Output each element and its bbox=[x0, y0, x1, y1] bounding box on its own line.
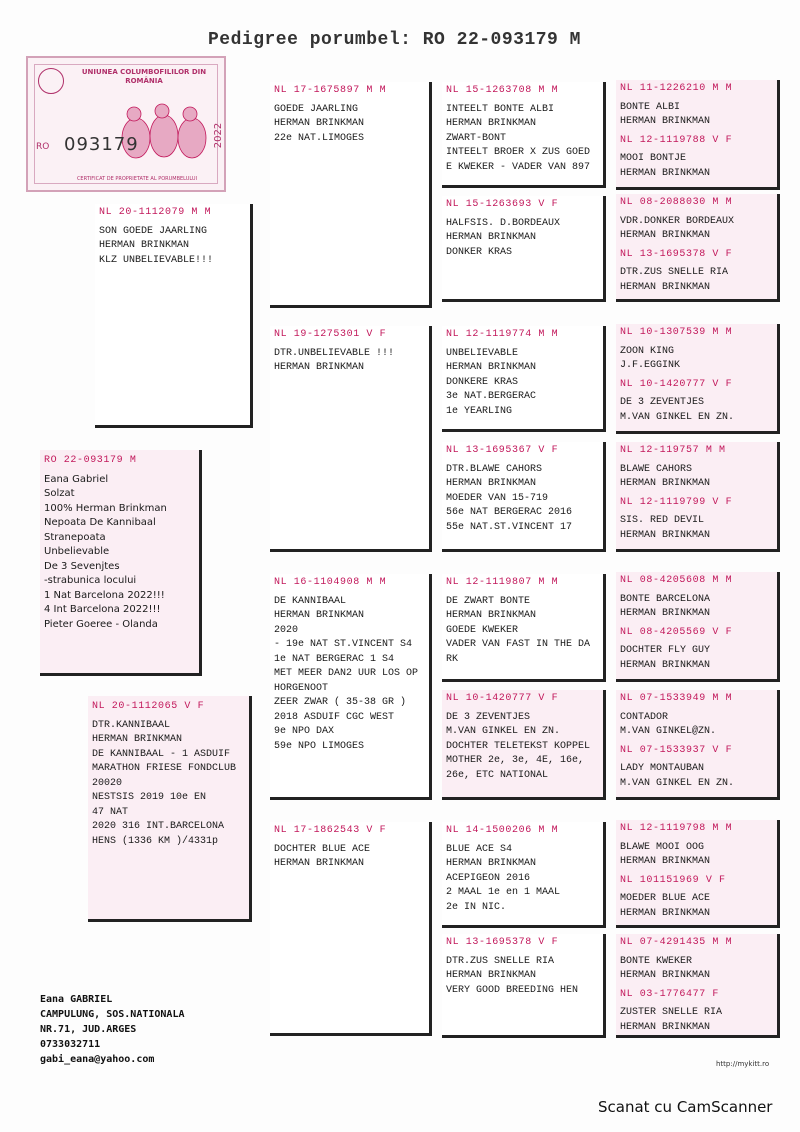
dam-sire-line: 9e NPO DAX bbox=[274, 726, 335, 737]
gen4-dam-ring: NL 08-4205569 V F bbox=[620, 626, 733, 638]
owner-line: Eana GABRIEL bbox=[40, 994, 113, 1005]
gen4-line: ZUSTER SNELLE RIA bbox=[620, 1007, 723, 1018]
dam-ring: NL 20-1112065 V F bbox=[92, 701, 205, 712]
gen4-card-7 bbox=[616, 820, 780, 928]
dam-sire-line: ZEER ZWAR ( 35-38 GR ) bbox=[274, 697, 407, 708]
gen3-line: MOTHER 2e, 3e, 4E, 16e, bbox=[446, 755, 585, 766]
gen3-line: HERMAN BRINKMAN bbox=[446, 362, 537, 373]
gen3-line: HERMAN BRINKMAN bbox=[446, 610, 537, 621]
sire-card bbox=[95, 204, 253, 428]
gen3-line: HERMAN BRINKMAN bbox=[446, 970, 537, 981]
gen4-sire-ring: NL 07-4291435 M M bbox=[620, 937, 733, 948]
gen3-line: DOCHTER TELETEKST KOPPEL bbox=[446, 740, 591, 752]
gen3-line: BLUE ACE S4 bbox=[446, 843, 513, 855]
gen4-line: HERMAN BRINKMAN bbox=[620, 608, 711, 619]
dam-sire-line: 2020 bbox=[274, 624, 299, 636]
gen4-card-8 bbox=[616, 934, 780, 1038]
dam-line: HENS (1336 KM )/4331p bbox=[92, 835, 219, 847]
gen4-dam-ring: NL 12-1119799 V F bbox=[620, 496, 733, 508]
certificate-number: 093179 bbox=[64, 134, 139, 155]
subject-line: 4 Int Barcelona 2022!!! bbox=[44, 604, 161, 615]
gen4-line: HERMAN BRINKMAN bbox=[620, 167, 711, 179]
gen3-line: VADER VAN FAST IN THE DA bbox=[446, 639, 591, 650]
gen3-line: DTR.ZUS SNELLE RIA bbox=[446, 955, 555, 967]
dam-sire-line: HORGENOOT bbox=[274, 682, 329, 694]
dam-line: 47 NAT bbox=[92, 806, 129, 818]
gen4-line: HERMAN BRINKMAN bbox=[620, 478, 711, 489]
gen3-ring: NL 12-1119774 M M bbox=[446, 329, 559, 340]
gen3-line: 1e YEARLING bbox=[446, 405, 513, 417]
sire-line: HERMAN BRINKMAN bbox=[99, 240, 190, 251]
dam-dam-line: DOCHTER BLUE ACE bbox=[274, 843, 371, 855]
gen3-line: 55e NAT.ST.VINCENT 17 bbox=[446, 521, 573, 533]
gen3-line: MOEDER VAN 15-719 bbox=[446, 492, 549, 504]
gen3-ring: NL 10-1420777 V F bbox=[446, 693, 559, 704]
dam-line: DTR.KANNIBAAL bbox=[92, 719, 171, 731]
gen4-line: BONTE BARCELONA bbox=[620, 593, 711, 605]
gen3-line: DTR.BLAWE CAHORS bbox=[446, 463, 543, 475]
gen4-line: M.VAN GINKEL EN ZN. bbox=[620, 411, 735, 423]
dam-sire-line: 2018 ASDUIF CGC WEST bbox=[274, 711, 395, 723]
gen3-line: HERMAN BRINKMAN bbox=[446, 478, 537, 489]
owner-email: gabi_eana@yahoo.com bbox=[40, 1054, 155, 1065]
gen3-ring: NL 13-1695367 V F bbox=[446, 445, 559, 456]
subject-line: Pieter Goeree - Olanda bbox=[44, 618, 158, 630]
certificate-footer: CERTIFICAT DE PROPRIETATE AL PORUMBELULUI bbox=[76, 176, 198, 182]
gen4-line: MOEDER BLUE ACE bbox=[620, 893, 711, 904]
gen4-line: HERMAN BRINKMAN bbox=[620, 230, 711, 241]
dam-dam-ring: NL 17-1862543 V F bbox=[274, 825, 387, 836]
subject-line: 100% Herman Brinkman bbox=[44, 502, 167, 514]
gen4-line: J.F.EGGINK bbox=[620, 360, 681, 371]
gen4-line: HERMAN BRINKMAN bbox=[620, 907, 711, 919]
gen4-line: HERMAN BRINKMAN bbox=[620, 116, 711, 127]
footer-url: http://mykitt.ro bbox=[716, 1060, 770, 1068]
gen3-ring: NL 13-1695378 V F bbox=[446, 937, 559, 948]
gen4-line: SIS. RED DEVIL bbox=[620, 515, 705, 526]
gen3-card-3 bbox=[442, 326, 606, 432]
sire-dam-card bbox=[270, 326, 432, 552]
gen4-sire-ring: NL 12-119757 M M bbox=[620, 445, 726, 456]
gen4-card-1 bbox=[616, 80, 780, 190]
gen4-line: CONTADOR bbox=[620, 711, 669, 723]
owner-line: CAMPULUNG, SOS.NATIONALA bbox=[40, 1009, 185, 1020]
gen4-line: M.VAN GINKEL EN ZN. bbox=[620, 777, 735, 789]
gen3-line: INTEELT BROER X ZUS GOED bbox=[446, 147, 591, 158]
gen4-line: BONTE KWEKER bbox=[620, 955, 693, 967]
gen4-line: HERMAN BRINKMAN bbox=[620, 1021, 711, 1033]
gen3-line: 3e NAT.BERGERAC bbox=[446, 391, 537, 402]
dam-sire-card bbox=[270, 574, 432, 800]
gen3-line: HERMAN BRINKMAN bbox=[446, 118, 537, 129]
gen4-line: M.VAN GINKEL@ZN. bbox=[620, 726, 717, 737]
gen4-line: MOOI BONTJE bbox=[620, 153, 687, 164]
federation-seal-icon bbox=[38, 68, 64, 94]
gen3-line: HERMAN BRINKMAN bbox=[446, 858, 537, 869]
scanner-watermark: Scanat cu CamScanner bbox=[598, 1098, 773, 1116]
gen4-dam-ring: NL 12-1119788 V F bbox=[620, 134, 733, 146]
sire-ring: NL 20-1112079 M M bbox=[99, 207, 212, 218]
sire-dam-line: DTR.UNBELIEVABLE !!! bbox=[274, 347, 395, 359]
dam-line: HERMAN BRINKMAN bbox=[92, 734, 183, 745]
dam-line: DE KANNIBAAL - 1 ASDUIF bbox=[92, 748, 231, 760]
gen4-line: ZOON KING bbox=[620, 345, 675, 357]
subject-card bbox=[40, 450, 202, 676]
dam-sire-ring: NL 16-1104908 M M bbox=[274, 577, 387, 588]
subject-line: 1 Nat Barcelona 2022!!! bbox=[44, 589, 165, 601]
gen3-card-4 bbox=[442, 442, 606, 552]
dam-sire-line: DE KANNIBAAL bbox=[274, 595, 347, 607]
certificate-year: 2022 bbox=[213, 122, 225, 149]
subject-line: Stranepoata bbox=[44, 531, 106, 543]
dam-sire-line: 1e NAT BERGERAC 1 S4 bbox=[274, 653, 395, 665]
gen4-line: LADY MONTAUBAN bbox=[620, 763, 705, 774]
ring-certificate bbox=[26, 56, 226, 192]
sire-line: SON GOEDE JAARLING bbox=[99, 225, 208, 237]
gen3-card-8 bbox=[442, 934, 606, 1038]
gen4-line: BLAWE CAHORS bbox=[620, 463, 693, 475]
dam-dam-card bbox=[270, 822, 432, 1036]
dam-line: 20020 bbox=[92, 777, 123, 789]
sire-sire-line: HERMAN BRINKMAN bbox=[274, 118, 365, 129]
subject-line: Unbelievable bbox=[44, 546, 110, 557]
gen4-line: DTR.ZUS SNELLE RIA bbox=[620, 267, 729, 278]
subject-ring: RO 22-093179 M bbox=[44, 455, 137, 466]
subject-line: Eana Gabriel bbox=[44, 473, 109, 485]
gen4-card-2 bbox=[616, 194, 780, 302]
gen3-line: DE ZWART BONTE bbox=[446, 595, 531, 607]
owner-info bbox=[40, 992, 185, 1067]
dam-dam-line: HERMAN BRINKMAN bbox=[274, 858, 365, 869]
gen4-card-5 bbox=[616, 572, 780, 682]
dam-line: MARATHON FRIESE FONDCLUB bbox=[92, 763, 237, 774]
gen3-card-5 bbox=[442, 574, 606, 682]
gen4-line: HERMAN BRINKMAN bbox=[620, 529, 711, 541]
gen3-line: DE 3 ZEVENTJES bbox=[446, 711, 531, 723]
gen4-dam-ring: NL 07-1533937 V F bbox=[620, 744, 733, 756]
gen3-card-6 bbox=[442, 690, 606, 800]
gen4-sire-ring: NL 11-1226210 M M bbox=[620, 83, 733, 94]
gen4-sire-ring: NL 12-1119798 M M bbox=[620, 823, 733, 834]
sire-sire-card bbox=[270, 82, 432, 308]
dam-sire-line: - 19e NAT ST.VINCENT S4 bbox=[274, 639, 413, 650]
owner-phone: 0733032711 bbox=[40, 1039, 101, 1050]
dam-sire-line: MET MEER DAN2 UUR LOS OP bbox=[274, 668, 419, 679]
owner-line: NR.71, JUD.ARGES bbox=[40, 1024, 137, 1035]
gen3-ring: NL 15-1263708 M M bbox=[446, 85, 559, 96]
gen3-line: VERY GOOD BREEDING HEN bbox=[446, 984, 579, 996]
gen3-line: 2 MAAL 1e en 1 MAAL bbox=[446, 887, 561, 898]
dam-sire-line: 59e NPO LIMOGES bbox=[274, 740, 365, 752]
gen3-line: HERMAN BRINKMAN bbox=[446, 232, 537, 243]
gen4-line: HERMAN BRINKMAN bbox=[620, 659, 711, 671]
gen4-dam-ring: NL 03-1776477 F bbox=[620, 988, 720, 1000]
dam-sire-line: HERMAN BRINKMAN bbox=[274, 610, 365, 621]
gen4-dam-ring: NL 13-1695378 V F bbox=[620, 248, 733, 260]
subject-lines bbox=[44, 473, 195, 633]
gen4-card-4 bbox=[616, 442, 780, 552]
gen4-card-3 bbox=[616, 324, 780, 434]
sire-line: KLZ UNBELIEVABLE!!! bbox=[99, 254, 214, 266]
gen3-line: DONKERE KRAS bbox=[446, 376, 519, 388]
gen4-sire-ring: NL 10-1307539 M M bbox=[620, 327, 733, 338]
gen4-line: BONTE ALBI bbox=[620, 101, 681, 113]
sire-dam-ring: NL 19-1275301 V F bbox=[274, 329, 387, 340]
gen4-card-6 bbox=[616, 690, 780, 800]
gen4-line: VDR.DONKER BORDEAUX bbox=[620, 215, 735, 227]
gen3-line: GOEDE KWEKER bbox=[446, 624, 519, 636]
sire-sire-ring: NL 17-1675897 M M bbox=[274, 85, 387, 96]
gen3-card-7 bbox=[442, 822, 606, 928]
gen4-line: DOCHTER FLY GUY bbox=[620, 645, 711, 656]
gen3-line: DONKER KRAS bbox=[446, 246, 513, 258]
gen3-line: 2e IN NIC. bbox=[446, 901, 507, 913]
gen3-ring: NL 14-1500206 M M bbox=[446, 825, 559, 836]
gen4-sire-ring: NL 07-1533949 M M bbox=[620, 693, 733, 704]
gen3-ring: NL 15-1263693 V F bbox=[446, 199, 559, 210]
dam-line: NESTSIS 2019 10e EN bbox=[92, 792, 207, 803]
gen4-line: DE 3 ZEVENTJES bbox=[620, 397, 705, 408]
gen3-card-2 bbox=[442, 196, 606, 302]
gen4-dam-ring: NL 101151969 V F bbox=[620, 874, 726, 886]
page-title: Pedigree porumbel: RO 22-093179 M bbox=[208, 30, 581, 50]
gen4-dam-ring: NL 10-1420777 V F bbox=[620, 378, 733, 390]
subject-line: Solzat bbox=[44, 488, 75, 499]
gen3-line: UNBELIEVABLE bbox=[446, 347, 519, 359]
gen3-line: M.VAN GINKEL EN ZN. bbox=[446, 726, 561, 737]
gen3-line: RK bbox=[446, 653, 459, 665]
subject-line: De 3 Sevenjtes bbox=[44, 560, 120, 572]
gen4-line: HERMAN BRINKMAN bbox=[620, 856, 711, 867]
gen3-line: HALFSIS. D.BORDEAUX bbox=[446, 217, 561, 229]
gen4-line: HERMAN BRINKMAN bbox=[620, 970, 711, 981]
sire-dam-line: HERMAN BRINKMAN bbox=[274, 362, 365, 373]
sire-sire-line: GOEDE JAARLING bbox=[274, 103, 359, 115]
gen4-line: HERMAN BRINKMAN bbox=[620, 281, 711, 293]
subject-line: Nepoata De Kannibaal bbox=[44, 517, 156, 528]
gen3-line: ACEPIGEON 2016 bbox=[446, 872, 531, 884]
subject-line: -strabunica locului bbox=[44, 575, 137, 586]
gen3-line: 56e NAT BERGERAC 2016 bbox=[446, 507, 573, 518]
sire-sire-line: 22e NAT.LIMOGES bbox=[274, 132, 365, 144]
gen3-line: 26e, ETC NATIONAL bbox=[446, 769, 549, 781]
gen3-line: ZWART-BONT bbox=[446, 132, 507, 144]
dam-card bbox=[88, 696, 252, 922]
dam-line: 2020 316 INT.BARCELONA bbox=[92, 821, 225, 832]
gen3-card-1 bbox=[442, 82, 606, 188]
certificate-country: RO bbox=[36, 142, 50, 152]
certificate-header: UNIUNEA COLUMBOFILILOR DIN ROMÂNIA bbox=[81, 68, 207, 85]
gen4-line: BLAWE MOOI OOG bbox=[620, 841, 705, 853]
pigeons-icon bbox=[114, 98, 214, 168]
gen4-sire-ring: NL 08-2088030 M M bbox=[620, 197, 733, 208]
gen4-sire-ring: NL 08-4205608 M M bbox=[620, 575, 733, 586]
gen3-line: INTEELT BONTE ALBI bbox=[446, 103, 555, 115]
gen3-line: E KWEKER - VADER VAN 897 bbox=[446, 161, 591, 173]
gen3-ring: NL 12-1119807 M M bbox=[446, 577, 559, 588]
